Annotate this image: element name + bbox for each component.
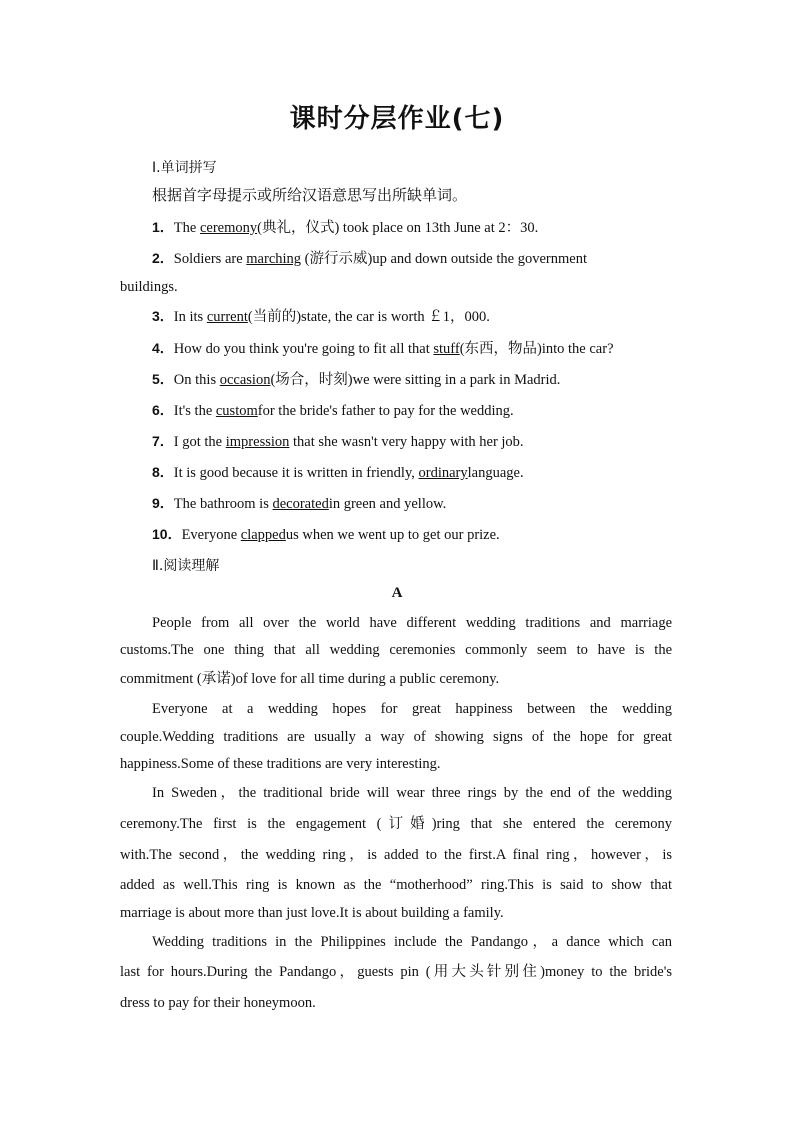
item-number: 8． xyxy=(152,464,174,480)
item-text-before: It is good because it is written in friendly, xyxy=(173,465,419,481)
item-number: 4． xyxy=(152,340,174,356)
passage-paragraph-3-line-2: ceremony.The first is the engagement (订婚)ring that she entered the ceremony xyxy=(120,816,672,832)
item-answer: custom xyxy=(215,403,258,419)
item-number: 6． xyxy=(152,402,174,418)
passage-paragraph-3-line-5: marriage is about more than just love.It is about building a family. xyxy=(120,905,504,921)
item-answer: marching xyxy=(246,251,302,267)
item-text-before: It's the xyxy=(173,403,216,419)
passage-paragraph-2-line-1: Everyone at a wedding hopes for great happiness between the wedding xyxy=(152,701,672,717)
item-text-before: Everyone xyxy=(181,527,241,543)
item-text-after: (东西，物品)into the car? xyxy=(459,341,614,357)
passage-paragraph-4-line-3: dress to pay for their honeymoon. xyxy=(120,995,316,1011)
passage-paragraph-4-line-2: last for hours.During the Pandango，guests pin (用大头针别住)money to the bride's xyxy=(120,964,672,980)
item-answer: current xyxy=(206,309,248,325)
passage-paragraph-2-line-2: couple.Wedding traditions are usually a way of showing signs of the hope for great xyxy=(120,729,672,745)
exercise-item-4 xyxy=(152,338,672,359)
item-text-before: The bathroom is xyxy=(173,496,273,512)
passage-paragraph-3-line-3: with.The second，the wedding ring，is added to the first.A final ring，however，is xyxy=(120,847,672,863)
item-answer: impression xyxy=(225,434,290,450)
passage-paragraph-4-line-1: Wedding traditions in the Philippines include the Pandango，a dance which can xyxy=(152,934,672,950)
item-answer: ordinary xyxy=(418,465,468,481)
section-instruction: 根据首字母提示或所给汉语意思写出所缺单词。 xyxy=(152,186,468,204)
item-answer: clapped xyxy=(240,527,286,543)
item-text-after: us when we went up to get our prize. xyxy=(285,527,500,543)
page-title: 课时分层作业(七) xyxy=(289,104,505,134)
passage-paragraph-2-line-3: happiness.Some of these traditions are very interesting. xyxy=(120,756,441,772)
item-text-after: (场合，时刻)we were sitting in a park in Madrid. xyxy=(270,372,561,388)
item-text-after: for the bride's father to pay for the wedding. xyxy=(257,403,514,419)
item-text-before: I got the xyxy=(173,434,226,450)
item-text-before: How do you think you're going to fit all that xyxy=(173,341,434,357)
exercise-item-1 xyxy=(152,217,672,238)
exercise-item-6 xyxy=(152,400,672,421)
section-heading-vocabulary: Ⅰ.单词拼写 xyxy=(152,160,217,176)
exercise-item-2-continuation: buildings. xyxy=(120,279,178,295)
exercise-item-5 xyxy=(152,369,672,390)
item-number: 3． xyxy=(152,308,174,324)
exercise-item-2 xyxy=(152,248,672,269)
item-answer: occasion xyxy=(219,372,271,388)
passage-paragraph-1-line-2: customs.The one thing that all wedding ceremonies commonly seem to have is the xyxy=(120,642,672,658)
section-heading-reading: Ⅱ.阅读理解 xyxy=(152,558,220,574)
item-text-after: (当前的)state, the car is worth ￡1，000. xyxy=(247,309,490,325)
exercise-item-9 xyxy=(152,493,672,514)
item-number: 5． xyxy=(152,371,174,387)
item-number: 2． xyxy=(152,250,174,266)
item-text-before: In its xyxy=(173,309,207,325)
item-answer: ceremony xyxy=(199,220,258,236)
passage-paragraph-3-line-1: In Sweden，the traditional bride will wear three rings by the end of the wedding xyxy=(152,785,672,801)
exercise-item-8 xyxy=(152,462,672,483)
item-text-after: (典礼，仪式) took place on 13th June at 2：30. xyxy=(257,220,539,236)
item-text-after: language. xyxy=(467,465,524,481)
item-number: 10． xyxy=(152,526,182,542)
passage-paragraph-3-line-4: added as well.This ring is known as the “motherhood” ring.This is said to show that xyxy=(120,877,672,893)
item-text-before: The xyxy=(173,220,200,236)
item-text-before: On this xyxy=(173,372,220,388)
exercise-item-3 xyxy=(152,306,672,327)
item-text-after: in green and yellow. xyxy=(328,496,447,512)
item-answer: decorated xyxy=(272,496,329,512)
item-answer: stuff xyxy=(433,341,460,357)
item-number: 1． xyxy=(152,219,174,235)
item-text-before: Soldiers are xyxy=(173,251,247,267)
passage-label: A xyxy=(391,585,403,601)
item-text-after: (游行示威)up and down outside the government xyxy=(301,251,587,267)
item-number: 7． xyxy=(152,433,174,449)
exercise-item-7 xyxy=(152,431,672,452)
exercise-item-10 xyxy=(152,524,672,545)
item-number: 9． xyxy=(152,495,174,511)
item-text-after: that she wasn't very happy with her job. xyxy=(289,434,524,450)
passage-paragraph-1-line-1: People from all over the world have different wedding traditions and marriage xyxy=(152,615,672,631)
passage-paragraph-1-line-3: commitment (承诺)of love for all time during a public ceremony. xyxy=(120,671,500,687)
